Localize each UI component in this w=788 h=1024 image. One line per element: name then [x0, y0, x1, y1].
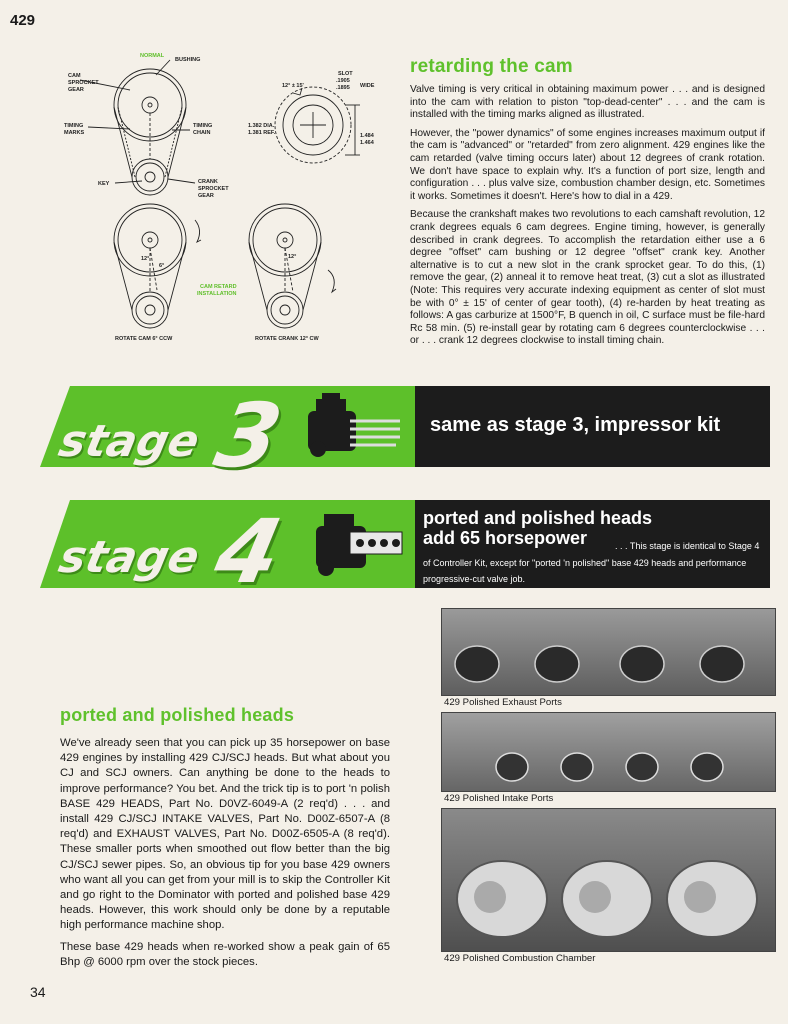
label-cam-retard-2: INSTALLATION — [197, 291, 237, 297]
label-dia-2: 1.381 REF. — [248, 130, 276, 136]
stage3-black-block — [415, 386, 770, 467]
label-slot: SLOT — [338, 71, 353, 77]
caption-exhaust: 429 Polished Exhaust Ports — [444, 697, 562, 708]
retarding-section — [410, 56, 765, 354]
retard-paragraph-3: Because the crankshaft makes two revolutions to each camshaft revolution, 12 crank degrees equals 6 cam degrees. Engine timing, however, is generally described in crank degrees. To accomplish the retardation either use a 6 degree "offset" cam bushing or 12 degree "offset" crank key. Another alternative is to cut a new slot in the crank sprocket gear. To do this, (1) remove the gear, (2) anneal it to remove heat treat, (3) cut a slot as illustrated (Note: This requires very accurate indexing equipment as center of slot must be with 0° ± 15' of center of gear tooth), (4) re-harden by heat treating as follows: A gas carburize at 1500°F, B quench in oil, C surface must be file-hard Rc 58 min. (5) re-install gear by rotating cam 6 degrees counterclockwise . . . or . . . crank 12 degrees clockwise to install timing chain. — [410, 209, 765, 347]
page-number-bottom: 34 — [30, 984, 46, 1000]
combustion-chamber-photo — [441, 808, 776, 952]
label-slot-dim-2: .1895 — [336, 85, 350, 91]
stage3-banner — [40, 384, 770, 487]
retarding-title: retarding the cam — [410, 56, 573, 77]
exhaust-ports-photo — [441, 608, 776, 696]
label-key: KEY — [98, 181, 110, 187]
label-cam-retard-1: CAM RETARD — [200, 284, 237, 290]
stage4-banner — [40, 500, 770, 603]
label-rotate-crank: ROTATE CRANK 12° CW — [255, 336, 319, 342]
label-cam-2: SPROCKET — [68, 80, 99, 86]
label-height-1: 1.484 — [360, 133, 374, 139]
stage3-text: same as stage 3, impressor kit — [430, 414, 721, 436]
label-deg12-right: 12° — [288, 254, 297, 260]
label-wide: WIDE — [360, 83, 375, 89]
ported-title: ported and polished heads — [60, 705, 295, 725]
stage4-description: . . . This stage is identical to Stage 4 of Controller Kit, except for "ported 'n polished" base 429 heads and performance progressive-cut valve job. — [423, 541, 760, 584]
label-timing-chain-2: CHAIN — [193, 130, 211, 136]
label-dia-1: 1.382 DIA. — [248, 123, 275, 129]
cam-timing-diagram — [60, 45, 380, 350]
ported-paragraph-1: We've already seen that you can pick up 35 horsepower on base 429 engines by installing 429 CJ/SCJ heads. But what about you CJ and SCJ owners. Can anything be done to the heads to improve performance? You bet. And the trick tip is to port 'n polish BASE 429 HEADS, Part No. D0VZ-6049-A (2 req'd) . . . and install 429 CJ/SCJ INTAKE VALVES, Part No. D00Z-6507-A (8 req'd) and EXHAUST VALVES, Part No. D00Z-6505-A (8 req'd). These smaller ports when smoothed out flow better than the big CJ/SCJ sewer pipes. So, an obvious tip for you base 429 owners who want all you can get from your mill is to skip the Controller Kit and go right to the Dominator with ported and polished base 429 heads. However, this work should only be done by a reputable high performance machine shop. — [60, 737, 390, 932]
stage3-number: 3 — [207, 384, 291, 487]
label-normal: NORMAL — [140, 53, 165, 59]
ported-section — [60, 705, 390, 976]
label-deg6: 6° — [159, 263, 165, 269]
intake-ports-photo — [441, 712, 776, 792]
stage4-word: stage — [54, 532, 204, 583]
stage4-headline-2: add 65 horsepower — [423, 528, 588, 548]
stage4-number: 4 — [207, 500, 291, 603]
label-bushing: BUSHING — [175, 57, 201, 63]
caption-chamber: 429 Polished Combustion Chamber — [444, 953, 596, 964]
ported-paragraph-2: These base 429 heads when re-worked show a peak gain of 65 Bhp @ 6000 rpm over the stock pieces. — [60, 940, 390, 968]
stage4-black-block — [415, 500, 770, 588]
label-height-2: 1.464 — [360, 140, 374, 146]
label-timing-chain-1: TIMING — [193, 123, 213, 129]
retard-paragraph-2: However, the "power dynamics" of some engines increases maximum output if the cam is "advanced" or "retarded" from zero alignment. 429 engines like the cam retarded (valve timing occurs later) about 12 degrees of crank rotation. We don't have space to explain why. It's a function of port size, length and configuration . . . plus valve size, combustion chamber design, etc. Sometimes it works. Sometimes it doesn't. Here's how to dial in a 429. — [410, 127, 765, 202]
label-slot-angle: 12° ± 15' — [282, 83, 304, 89]
label-rotate-cam: ROTATE CAM 6° CCW — [115, 336, 173, 342]
caption-intake: 429 Polished Intake Ports — [444, 793, 554, 804]
label-crank-1: CRANK — [198, 179, 218, 185]
label-timing-marks-2: MARKS — [64, 130, 85, 136]
page-number-top: 429 — [10, 12, 36, 29]
label-cam-1: CAM — [68, 73, 81, 79]
label-slot-dim-1: .1905 — [336, 78, 350, 84]
stage4-engine-icon — [310, 506, 410, 582]
label-deg12-left: 12° — [141, 256, 150, 262]
stage4-headline-1: ported and polished heads — [423, 508, 653, 528]
label-crank-2: SPROCKET — [198, 186, 229, 192]
stage3-engine-icon — [300, 391, 410, 463]
label-cam-3: GEAR — [68, 87, 84, 93]
retard-paragraph-1: Valve timing is very critical in obtaining maximum power . . . and is designed into the cam with relation to piston "top-dead-center" . . . and the cam is installed with the timing marks aligned as illustrated. — [410, 84, 765, 121]
stage3-word: stage — [54, 416, 204, 467]
label-timing-marks-1: TIMING — [64, 123, 84, 129]
label-crank-3: GEAR — [198, 193, 214, 199]
